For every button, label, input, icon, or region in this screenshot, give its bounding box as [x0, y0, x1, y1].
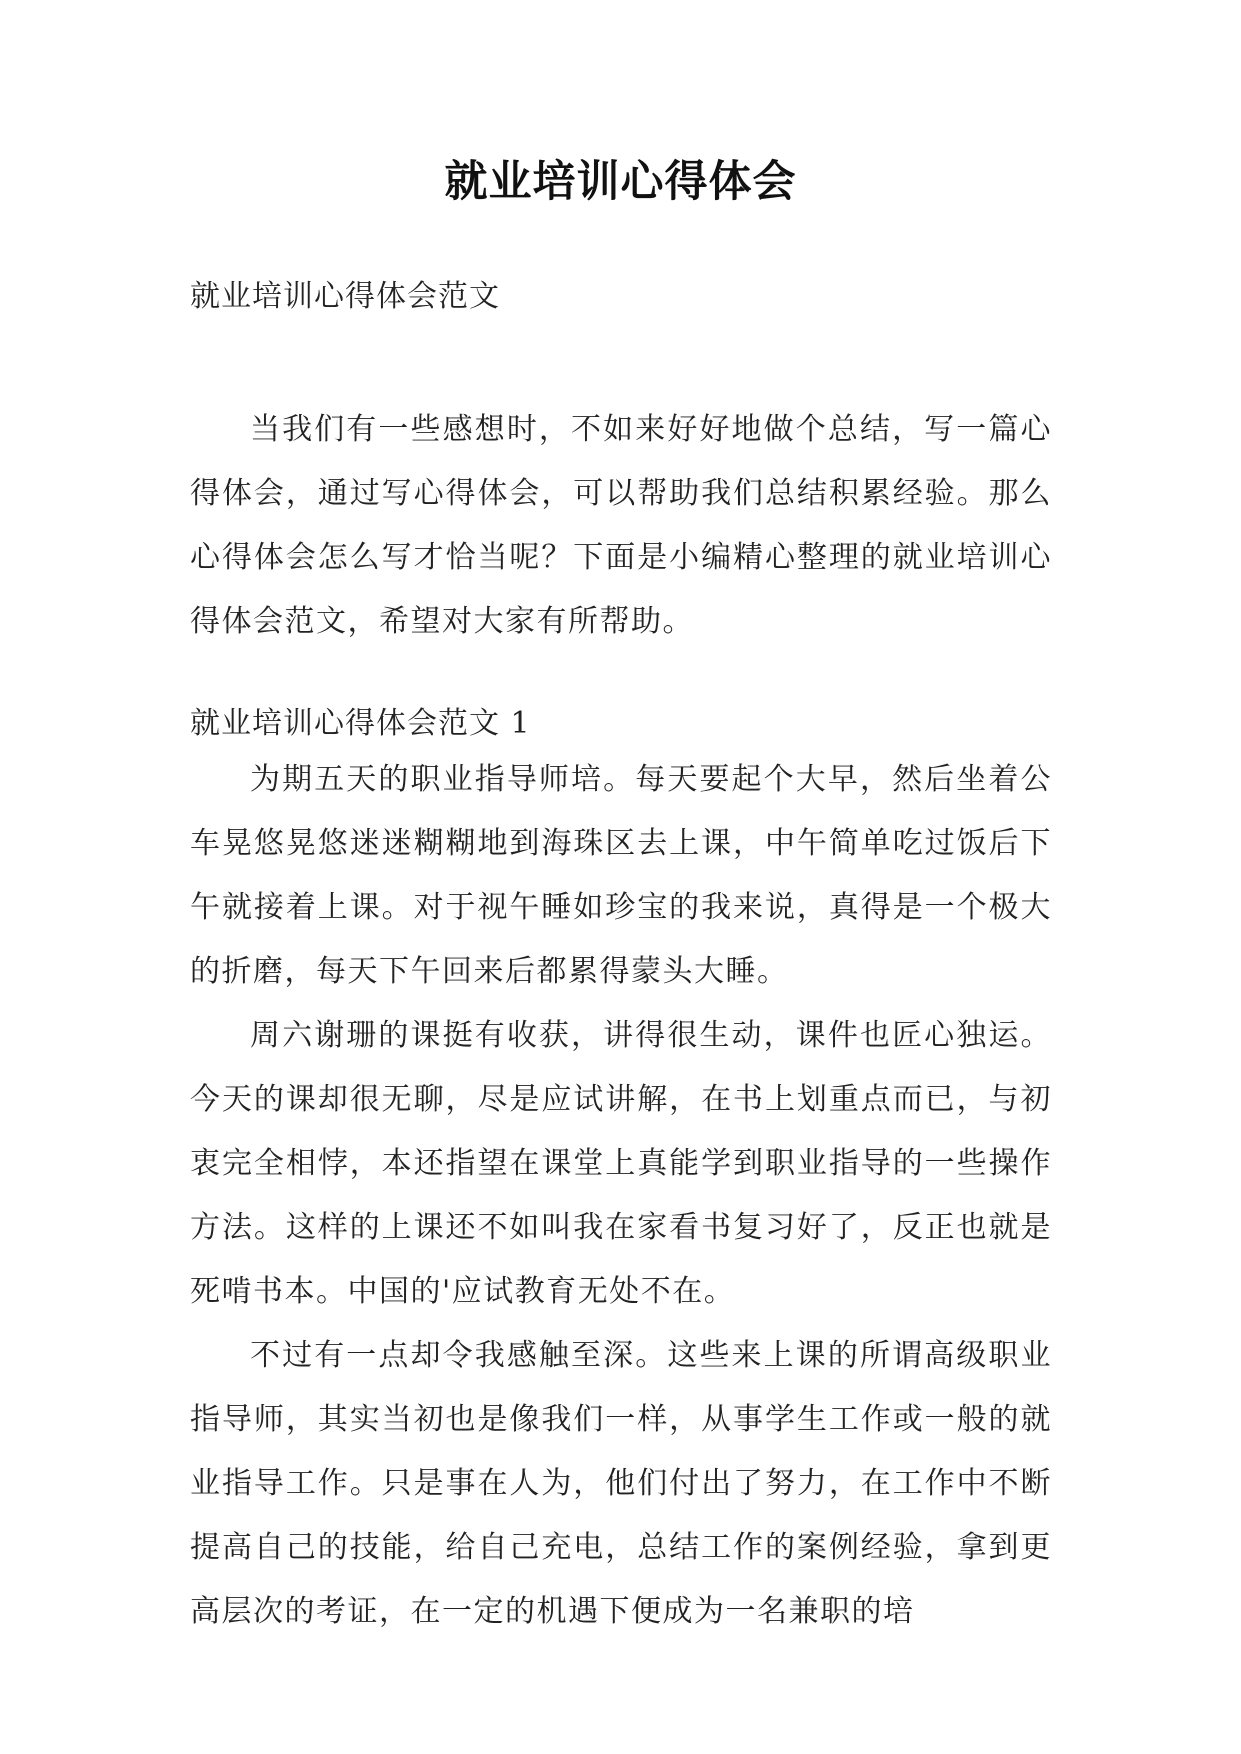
- document-subtitle: 就业培训心得体会范文: [190, 279, 500, 314]
- intro-text: 当我们有一些感想时，不如来好好地做个总结，写一篇心得体会，通过写心得体会，可以帮助我们总结积累经验。那么心得体会怎么写才恰当呢？下面是小编精心整理的就业培训心得体会范文，希望对大家有所帮助。: [190, 412, 1052, 639]
- intro-paragraph: [190, 398, 1052, 654]
- body-paragraph: 周六谢珊的课挺有收获，讲得很生动，课件也匠心独运。今天的课却很无聊，尽是应试讲解，在书上划重点而已，与初衷完全相悖，本还指望在课堂上真能学到职业指导的一些操作方法。这样的上课还不如叫我在家看书复习好了，反正也就是死啃书本。中国的'应试教育无处不在。: [190, 1018, 1052, 1309]
- body-paragraph: 不过有一点却令我感触至深。这些来上课的所谓高级职业指导师，其实当初也是像我们一样，从事学生工作或一般的就业指导工作。只是事在人为，他们付出了努力，在工作中不断提高自己的技能，给自己充电，总结工作的案例经验，拿到更高层次的考证，在一定的机遇下便成为一名兼职的培: [190, 1338, 1052, 1629]
- body-paragraph: 为期五天的职业指导师培。每天要起个大早，然后坐着公车晃悠晃悠迷迷糊糊地到海珠区去上课，中午简单吃过饭后下午就接着上课。对于视午睡如珍宝的我来说，真得是一个极大的折磨，每天下午回来后都累得蒙头大睡。: [190, 762, 1052, 989]
- section-heading: 就业培训心得体会范文 1: [190, 706, 531, 741]
- section-body: [190, 748, 1052, 1644]
- document-title: 就业培训心得体会: [444, 157, 797, 207]
